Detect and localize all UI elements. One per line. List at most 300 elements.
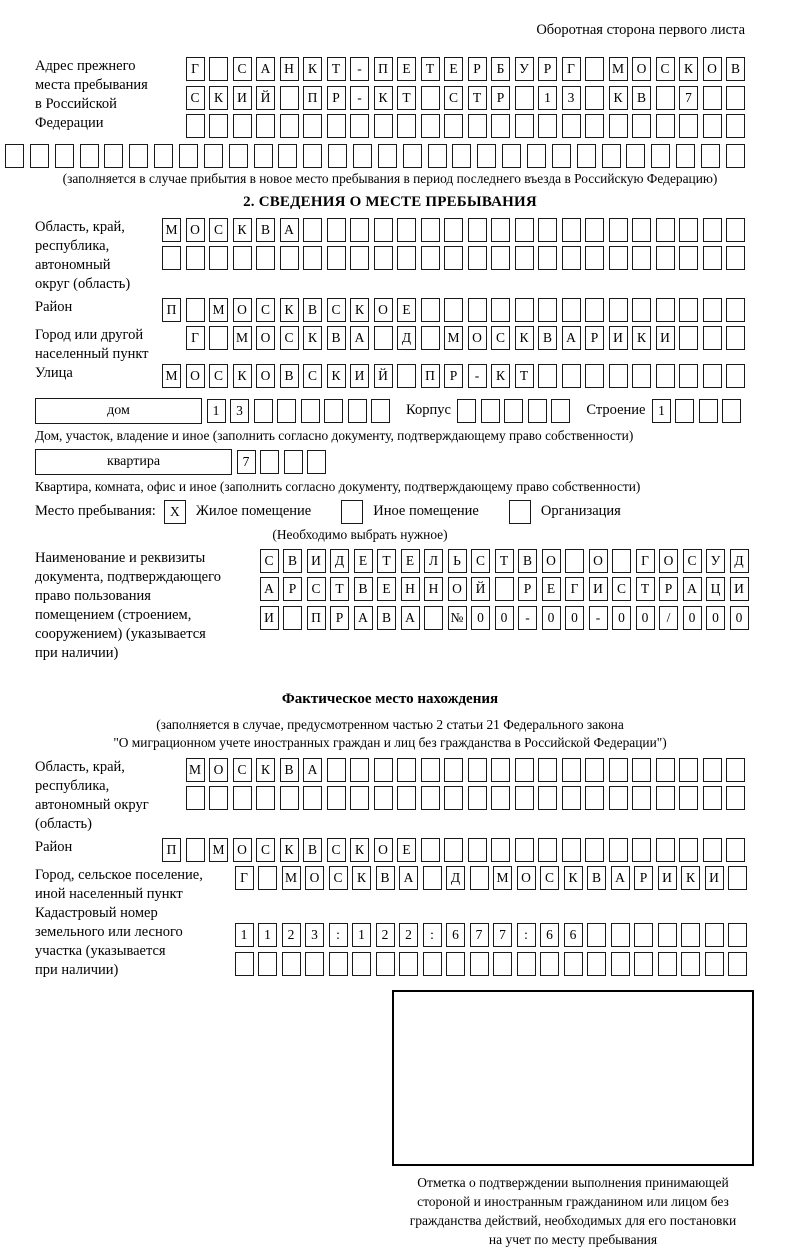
char-box[interactable]: С (209, 218, 228, 242)
char-box[interactable] (260, 450, 279, 474)
char-box[interactable] (327, 758, 346, 782)
char-box[interactable]: К (303, 326, 322, 350)
char-box[interactable] (632, 758, 651, 782)
char-box[interactable]: - (350, 57, 369, 81)
char-box[interactable] (703, 246, 722, 270)
checkbox-organizatsiya[interactable] (509, 500, 531, 524)
char-box[interactable]: К (256, 758, 275, 782)
char-box[interactable]: 0 (730, 606, 749, 630)
char-box[interactable] (424, 606, 443, 630)
char-box[interactable] (186, 786, 205, 810)
char-box[interactable]: : (329, 923, 348, 947)
char-box[interactable]: И (307, 549, 326, 573)
char-box[interactable]: Т (421, 57, 440, 81)
char-box[interactable]: 0 (683, 606, 702, 630)
char-box[interactable] (585, 786, 604, 810)
char-box[interactable] (632, 838, 651, 862)
char-box[interactable]: Т (397, 86, 416, 110)
char-box[interactable] (258, 866, 277, 890)
char-box[interactable] (728, 923, 747, 947)
char-box[interactable] (256, 246, 275, 270)
char-box[interactable]: Й (471, 577, 490, 601)
char-box[interactable]: Р (330, 606, 349, 630)
char-box[interactable] (726, 246, 745, 270)
char-box[interactable] (129, 144, 148, 168)
char-box[interactable]: / (659, 606, 678, 630)
char-box[interactable] (602, 144, 621, 168)
char-box[interactable] (468, 114, 487, 138)
char-box[interactable] (562, 114, 581, 138)
char-box[interactable] (538, 114, 557, 138)
char-box[interactable]: А (256, 57, 275, 81)
char-box[interactable] (233, 114, 252, 138)
char-box[interactable]: О (233, 298, 252, 322)
char-box[interactable]: М (444, 326, 463, 350)
char-box[interactable]: Р (327, 86, 346, 110)
char-box[interactable]: В (280, 758, 299, 782)
char-box[interactable] (562, 218, 581, 242)
char-box[interactable] (350, 218, 369, 242)
char-box[interactable] (428, 144, 447, 168)
char-box[interactable]: № (448, 606, 467, 630)
char-box[interactable]: П (303, 86, 322, 110)
char-box[interactable] (577, 144, 596, 168)
char-box[interactable] (703, 114, 722, 138)
char-box[interactable] (703, 326, 722, 350)
checkbox-zhiloe[interactable]: X (164, 500, 186, 524)
char-box[interactable] (305, 952, 324, 976)
char-box[interactable]: Т (327, 57, 346, 81)
char-box[interactable] (681, 952, 700, 976)
char-box[interactable] (324, 399, 343, 423)
char-box[interactable] (515, 786, 534, 810)
char-box[interactable] (186, 838, 205, 862)
char-box[interactable]: 1 (538, 86, 557, 110)
char-box[interactable]: С (491, 326, 510, 350)
char-box[interactable] (209, 786, 228, 810)
char-box[interactable]: И (656, 326, 675, 350)
char-box[interactable]: И (609, 326, 628, 350)
char-box[interactable] (421, 218, 440, 242)
char-box[interactable] (403, 144, 422, 168)
char-box[interactable] (726, 86, 745, 110)
char-box[interactable] (609, 838, 628, 862)
char-box[interactable]: К (632, 326, 651, 350)
char-box[interactable]: М (162, 364, 181, 388)
char-box[interactable]: К (515, 326, 534, 350)
char-box[interactable]: И (658, 866, 677, 890)
char-box[interactable] (444, 838, 463, 862)
char-box[interactable]: К (350, 298, 369, 322)
char-box[interactable]: Р (468, 57, 487, 81)
char-box[interactable]: А (303, 758, 322, 782)
char-box[interactable]: С (540, 866, 559, 890)
char-box[interactable] (204, 144, 223, 168)
char-box[interactable] (491, 786, 510, 810)
char-box[interactable]: Е (444, 57, 463, 81)
char-box[interactable]: С (303, 364, 322, 388)
char-box[interactable] (303, 246, 322, 270)
char-box[interactable] (327, 786, 346, 810)
char-box[interactable]: А (611, 866, 630, 890)
char-box[interactable]: Р (491, 86, 510, 110)
char-box[interactable]: 6 (446, 923, 465, 947)
char-box[interactable]: К (374, 86, 393, 110)
char-box[interactable] (421, 298, 440, 322)
char-box[interactable]: Г (562, 57, 581, 81)
char-box[interactable] (728, 866, 747, 890)
char-box[interactable] (254, 399, 273, 423)
char-box[interactable]: Ь (448, 549, 467, 573)
char-box[interactable] (399, 952, 418, 976)
char-box[interactable] (538, 298, 557, 322)
char-box[interactable] (703, 758, 722, 782)
char-box[interactable] (703, 786, 722, 810)
char-box[interactable]: С (612, 577, 631, 601)
char-box[interactable] (651, 144, 670, 168)
char-box[interactable] (327, 218, 346, 242)
char-box[interactable]: Е (377, 577, 396, 601)
char-box[interactable] (565, 549, 584, 573)
char-box[interactable] (350, 114, 369, 138)
char-box[interactable]: К (679, 57, 698, 81)
char-box[interactable]: Р (634, 866, 653, 890)
char-box[interactable]: М (209, 298, 228, 322)
char-box[interactable] (481, 399, 500, 423)
char-box[interactable] (676, 144, 695, 168)
char-box[interactable]: Г (186, 326, 205, 350)
char-box[interactable]: О (256, 364, 275, 388)
char-box[interactable] (457, 399, 476, 423)
char-box[interactable]: 0 (612, 606, 631, 630)
char-box[interactable]: Т (468, 86, 487, 110)
char-box[interactable] (329, 952, 348, 976)
char-box[interactable]: И (730, 577, 749, 601)
char-box[interactable]: К (233, 364, 252, 388)
char-box[interactable] (477, 144, 496, 168)
char-box[interactable] (303, 218, 322, 242)
char-box[interactable] (352, 952, 371, 976)
char-box[interactable]: К (233, 218, 252, 242)
char-box[interactable]: 7 (470, 923, 489, 947)
char-box[interactable]: В (376, 866, 395, 890)
char-box[interactable]: О (542, 549, 561, 573)
char-box[interactable] (562, 298, 581, 322)
char-box[interactable]: К (350, 838, 369, 862)
char-box[interactable] (705, 923, 724, 947)
char-box[interactable] (186, 298, 205, 322)
char-box[interactable]: С (307, 577, 326, 601)
char-box[interactable]: Н (280, 57, 299, 81)
char-box[interactable] (397, 786, 416, 810)
char-box[interactable] (585, 246, 604, 270)
char-box[interactable]: П (307, 606, 326, 630)
char-box[interactable] (585, 838, 604, 862)
char-box[interactable]: О (632, 57, 651, 81)
char-box[interactable]: А (562, 326, 581, 350)
char-box[interactable] (376, 952, 395, 976)
char-box[interactable] (656, 364, 675, 388)
char-box[interactable] (350, 786, 369, 810)
char-box[interactable] (468, 838, 487, 862)
char-box[interactable]: Т (515, 364, 534, 388)
char-box[interactable] (609, 364, 628, 388)
char-box[interactable]: О (589, 549, 608, 573)
char-box[interactable] (491, 246, 510, 270)
char-box[interactable] (538, 364, 557, 388)
char-box[interactable]: Р (444, 364, 463, 388)
char-box[interactable]: 3 (230, 399, 249, 423)
char-box[interactable] (612, 549, 631, 573)
char-box[interactable]: К (280, 838, 299, 862)
char-box[interactable]: О (703, 57, 722, 81)
char-box[interactable] (374, 758, 393, 782)
char-box[interactable]: У (706, 549, 725, 573)
char-box[interactable]: 2 (399, 923, 418, 947)
char-box[interactable] (703, 298, 722, 322)
char-box[interactable]: И (233, 86, 252, 110)
char-box[interactable] (728, 952, 747, 976)
char-box[interactable]: В (377, 606, 396, 630)
char-box[interactable] (528, 399, 547, 423)
char-box[interactable]: 0 (542, 606, 561, 630)
char-box[interactable]: В (280, 364, 299, 388)
char-box[interactable] (722, 399, 741, 423)
char-box[interactable]: 6 (564, 923, 583, 947)
char-box[interactable]: О (517, 866, 536, 890)
char-box[interactable] (679, 838, 698, 862)
char-box[interactable]: 0 (706, 606, 725, 630)
char-box[interactable]: С (186, 86, 205, 110)
char-box[interactable] (656, 218, 675, 242)
char-box[interactable]: И (705, 866, 724, 890)
char-box[interactable] (538, 838, 557, 862)
char-box[interactable] (679, 298, 698, 322)
char-box[interactable]: В (303, 298, 322, 322)
char-box[interactable] (726, 144, 745, 168)
char-box[interactable] (656, 298, 675, 322)
char-box[interactable] (609, 218, 628, 242)
char-box[interactable]: 2 (376, 923, 395, 947)
char-box[interactable]: М (282, 866, 301, 890)
char-box[interactable]: С (327, 298, 346, 322)
char-box[interactable]: : (423, 923, 442, 947)
char-box[interactable] (280, 86, 299, 110)
char-box[interactable] (233, 246, 252, 270)
char-box[interactable] (726, 218, 745, 242)
char-box[interactable]: Р (283, 577, 302, 601)
char-box[interactable]: 1 (207, 399, 226, 423)
char-box[interactable]: Н (424, 577, 443, 601)
char-box[interactable]: Д (446, 866, 465, 890)
char-box[interactable]: К (681, 866, 700, 890)
char-box[interactable] (585, 57, 604, 81)
char-box[interactable] (374, 218, 393, 242)
char-box[interactable]: Р (518, 577, 537, 601)
char-box[interactable] (679, 218, 698, 242)
char-box[interactable]: Г (186, 57, 205, 81)
char-box[interactable]: О (186, 364, 205, 388)
char-box[interactable] (444, 218, 463, 242)
char-box[interactable]: О (448, 577, 467, 601)
char-box[interactable]: М (186, 758, 205, 782)
char-box[interactable]: К (327, 364, 346, 388)
char-box[interactable] (515, 758, 534, 782)
char-box[interactable]: 1 (352, 923, 371, 947)
char-box[interactable]: С (683, 549, 702, 573)
char-box[interactable]: 1 (652, 399, 671, 423)
char-box[interactable]: А (401, 606, 420, 630)
char-box[interactable] (585, 218, 604, 242)
char-box[interactable] (681, 923, 700, 947)
char-box[interactable] (186, 114, 205, 138)
char-box[interactable] (468, 758, 487, 782)
char-box[interactable] (282, 952, 301, 976)
char-box[interactable] (538, 786, 557, 810)
char-box[interactable]: 2 (282, 923, 301, 947)
char-box[interactable]: П (421, 364, 440, 388)
char-box[interactable] (552, 144, 571, 168)
char-box[interactable]: О (659, 549, 678, 573)
char-box[interactable] (468, 218, 487, 242)
char-box[interactable] (374, 246, 393, 270)
char-box[interactable] (491, 298, 510, 322)
char-box[interactable] (468, 298, 487, 322)
char-box[interactable]: П (162, 838, 181, 862)
char-box[interactable] (699, 399, 718, 423)
char-box[interactable] (634, 923, 653, 947)
char-box[interactable]: А (354, 606, 373, 630)
char-box[interactable] (587, 923, 606, 947)
char-box[interactable] (585, 86, 604, 110)
char-box[interactable] (562, 364, 581, 388)
char-box[interactable] (179, 144, 198, 168)
char-box[interactable] (80, 144, 99, 168)
char-box[interactable] (444, 246, 463, 270)
char-box[interactable]: Т (495, 549, 514, 573)
char-box[interactable] (515, 838, 534, 862)
char-box[interactable] (327, 114, 346, 138)
char-box[interactable] (446, 952, 465, 976)
char-box[interactable] (726, 326, 745, 350)
char-box[interactable]: К (303, 57, 322, 81)
char-box[interactable] (209, 114, 228, 138)
char-box[interactable] (280, 114, 299, 138)
char-box[interactable] (328, 144, 347, 168)
char-box[interactable] (675, 399, 694, 423)
char-box[interactable] (632, 114, 651, 138)
char-box[interactable]: Б (491, 57, 510, 81)
char-box[interactable]: О (256, 326, 275, 350)
char-box[interactable] (421, 758, 440, 782)
char-box[interactable]: С (256, 298, 275, 322)
char-box[interactable] (350, 758, 369, 782)
char-box[interactable] (562, 758, 581, 782)
char-box[interactable]: 7 (237, 450, 256, 474)
char-box[interactable]: Д (397, 326, 416, 350)
char-box[interactable] (256, 786, 275, 810)
char-box[interactable] (104, 144, 123, 168)
char-box[interactable] (493, 952, 512, 976)
char-box[interactable] (491, 114, 510, 138)
char-box[interactable]: Т (377, 549, 396, 573)
char-box[interactable]: Р (585, 326, 604, 350)
char-box[interactable]: С (656, 57, 675, 81)
char-box[interactable]: А (280, 218, 299, 242)
char-box[interactable] (421, 246, 440, 270)
char-box[interactable]: 3 (562, 86, 581, 110)
char-box[interactable] (307, 450, 326, 474)
char-box[interactable] (283, 606, 302, 630)
char-box[interactable] (626, 144, 645, 168)
char-box[interactable] (538, 758, 557, 782)
char-box[interactable] (162, 246, 181, 270)
checkbox-inoe[interactable] (341, 500, 363, 524)
char-box[interactable] (538, 246, 557, 270)
char-box[interactable] (679, 326, 698, 350)
char-box[interactable] (397, 758, 416, 782)
char-box[interactable]: 7 (679, 86, 698, 110)
char-box[interactable]: 6 (540, 923, 559, 947)
char-box[interactable] (609, 246, 628, 270)
char-box[interactable] (229, 144, 248, 168)
char-box[interactable]: И (260, 606, 279, 630)
char-box[interactable]: 1 (258, 923, 277, 947)
char-box[interactable]: В (632, 86, 651, 110)
char-box[interactable] (515, 246, 534, 270)
char-box[interactable] (423, 866, 442, 890)
char-box[interactable]: В (538, 326, 557, 350)
char-box[interactable] (609, 786, 628, 810)
char-box[interactable]: А (260, 577, 279, 601)
char-box[interactable] (632, 246, 651, 270)
char-box[interactable]: Г (235, 866, 254, 890)
char-box[interactable] (353, 144, 372, 168)
char-box[interactable] (55, 144, 74, 168)
char-box[interactable]: 0 (636, 606, 655, 630)
char-box[interactable]: М (609, 57, 628, 81)
char-box[interactable] (632, 298, 651, 322)
char-box[interactable] (585, 758, 604, 782)
char-box[interactable] (256, 114, 275, 138)
char-box[interactable] (374, 326, 393, 350)
char-box[interactable] (703, 86, 722, 110)
char-box[interactable]: О (305, 866, 324, 890)
char-box[interactable] (470, 866, 489, 890)
char-box[interactable]: Д (730, 549, 749, 573)
char-box[interactable]: А (399, 866, 418, 890)
char-box[interactable] (397, 218, 416, 242)
char-box[interactable] (30, 144, 49, 168)
char-box[interactable]: Ц (706, 577, 725, 601)
char-box[interactable] (705, 952, 724, 976)
char-box[interactable]: С (233, 57, 252, 81)
char-box[interactable] (502, 144, 521, 168)
char-box[interactable]: О (186, 218, 205, 242)
char-box[interactable]: А (683, 577, 702, 601)
char-box[interactable]: : (517, 923, 536, 947)
char-box[interactable]: М (209, 838, 228, 862)
char-box[interactable] (703, 218, 722, 242)
char-box[interactable] (611, 952, 630, 976)
char-box[interactable] (515, 218, 534, 242)
char-box[interactable]: В (354, 577, 373, 601)
char-box[interactable] (186, 246, 205, 270)
char-box[interactable] (154, 144, 173, 168)
char-box[interactable]: - (468, 364, 487, 388)
char-box[interactable] (209, 246, 228, 270)
char-box[interactable] (562, 786, 581, 810)
